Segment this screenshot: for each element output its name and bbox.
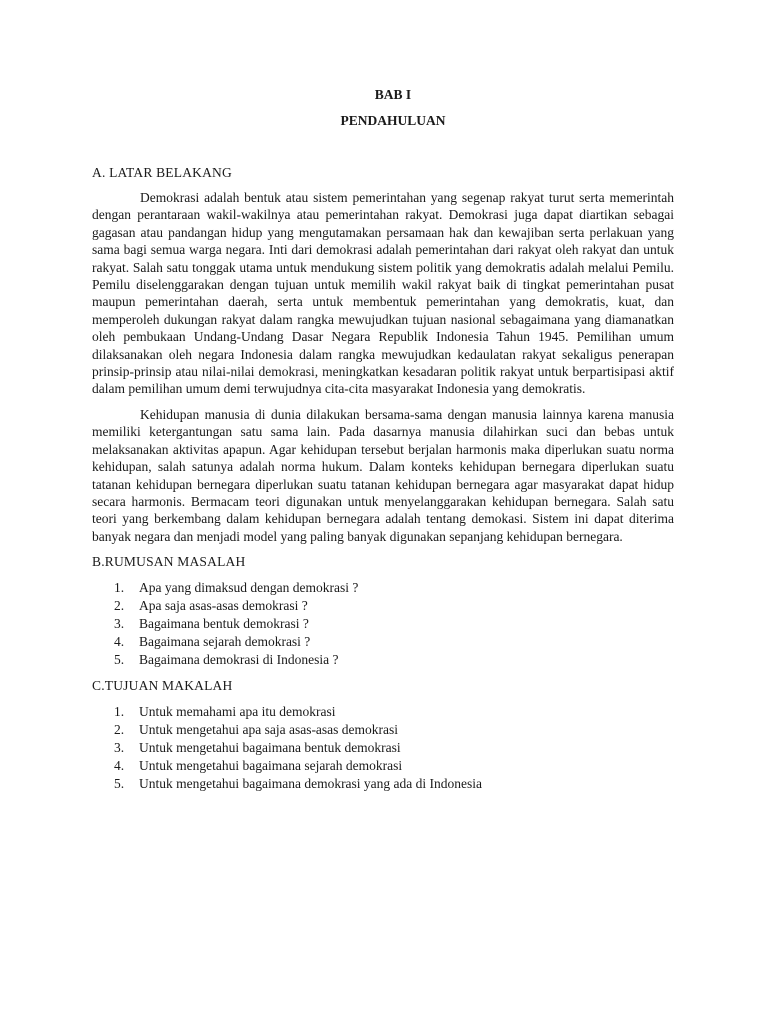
list-number: 3.: [114, 616, 125, 632]
list-item-text: Untuk mengetahui bagaimana demokrasi yang ada di Indonesia: [139, 776, 483, 792]
list-item: [92, 721, 674, 739]
list-item: [92, 597, 674, 615]
chapter-number: BAB I: [374, 87, 412, 102]
chapter-title: PENDAHULUAN: [340, 113, 446, 128]
list-item: [92, 651, 674, 669]
list-item-text: Apa yang dimaksud dengan demokrasi ?: [139, 580, 359, 596]
list-item: [92, 633, 674, 651]
section-heading-latar-belakang: A. LATAR BELAKANG: [92, 165, 232, 180]
list-number: 1.: [114, 580, 125, 596]
section-heading-rumusan-masalah: B.RUMUSAN MASALAH: [92, 554, 246, 570]
list-item: [92, 757, 674, 775]
list-number: 2.: [114, 722, 125, 738]
paragraph: Demokrasi adalah bentuk atau sistem pemerintahan yang segenap rakyat turut serta memerintah dengan perantaraan wakil-wakilnya atau pemerintahan rakyat. Demokrasi juga dapat diartikan sebagai gagasan atau pandangan hidup yang mengutamakan persamaan hak dan kewajiban serta perlakuan yang sama bagi semua warga negara. Inti dari demokrasi adalah pemerintahan dari rakyat oleh rakyat dan untuk rakyat. Salah satu tonggak utama untuk mendukung sistem politik yang demokratis adalah melalui Pemilu. Pemilu diselenggarakan dengan tujuan untuk memilih wakil rakyat baik di tingkat pemerintahan pusat maupun pemerintahan daerah, serta untuk membentuk pemerintahan yang demokratis, kuat, dan memperoleh dukungan rakyat dalam rangka mewujudkan tujuan nasional sebagaimana yang diamanatkan oleh pembukaan Undang-Undang Dasar Negara Republik Indonesia Tahun 1945. Pemilihan umum dilaksanakan oleh negara Indonesia dalam rangka mewujudkan kedaulatan rakyat sekaligus penerapan prinsip-prinsip atau nilai-nilai demokrasi, meningkatkan kesadaran politik rakyat untuk berpartisipasi aktif dalam pemilihan umum demi terwujudnya cita-cita masyarakat Indonesia yang demokratis.: [92, 190, 674, 397]
list-item-text: Untuk memahami apa itu demokrasi: [139, 704, 336, 720]
list-item: [92, 579, 674, 597]
list-item-text: Bagaimana bentuk demokrasi ?: [139, 616, 309, 632]
list-item-text: Apa saja asas-asas demokrasi ?: [139, 598, 308, 614]
list-item-text: Bagaimana sejarah demokrasi ?: [139, 634, 311, 650]
list-number: 2.: [114, 598, 125, 614]
list-number: 3.: [114, 740, 125, 756]
list-number: 5.: [114, 776, 125, 792]
list-item: [92, 703, 674, 721]
list-item-text: Bagaimana demokrasi di Indonesia ?: [139, 652, 339, 668]
rumusan-masalah-list: [92, 579, 674, 669]
document-content: [92, 86, 674, 793]
list-item: [92, 775, 674, 793]
section-heading-tujuan-makalah: C.TUJUAN MAKALAH: [92, 678, 233, 694]
list-number: 4.: [114, 758, 125, 774]
list-number: 5.: [114, 652, 125, 668]
list-number: 1.: [114, 704, 125, 720]
list-item-text: Untuk mengetahui bagaimana sejarah demokrasi: [139, 758, 403, 774]
paragraph: Kehidupan manusia di dunia dilakukan bersama-sama dengan manusia lainnya karena manusia memiliki ketergantungan satu sama lain. Pada dasarnya manusia dilahirkan suci dan bebas untuk melaksanakan aktivitas apapun. Agar kehidupan tersebut berjalan harmonis maka diperlukan suatu norma kehidupan, salah satunya adalah norma hukum. Dalam konteks kehidupan bernegara diperlukan suatu tatanan kehidupan bernegara diperlukan suatu tatanan kehidupan bernegara agar masyarakat dapat hidup secara harmonis. Bermacam teori digunakan untuk menyelanggarakan kehidupan bernegara. Salah satu teori yang berkembang dalam kehidupan bernegara adalah tentang demokasi. Sistem ini dapat diterima banyak negara dan menjadi model yang paling banyak digunakan sepanjang kehidupan bernegara.: [92, 406, 674, 544]
tujuan-makalah-list: [92, 703, 674, 793]
list-item-text: Untuk mengetahui bagaimana bentuk demokrasi: [139, 740, 401, 756]
list-item-text: Untuk mengetahui apa saja asas-asas demokrasi: [139, 722, 399, 738]
list-number: 4.: [114, 634, 125, 650]
list-item: [92, 739, 674, 757]
list-item: [92, 615, 674, 633]
